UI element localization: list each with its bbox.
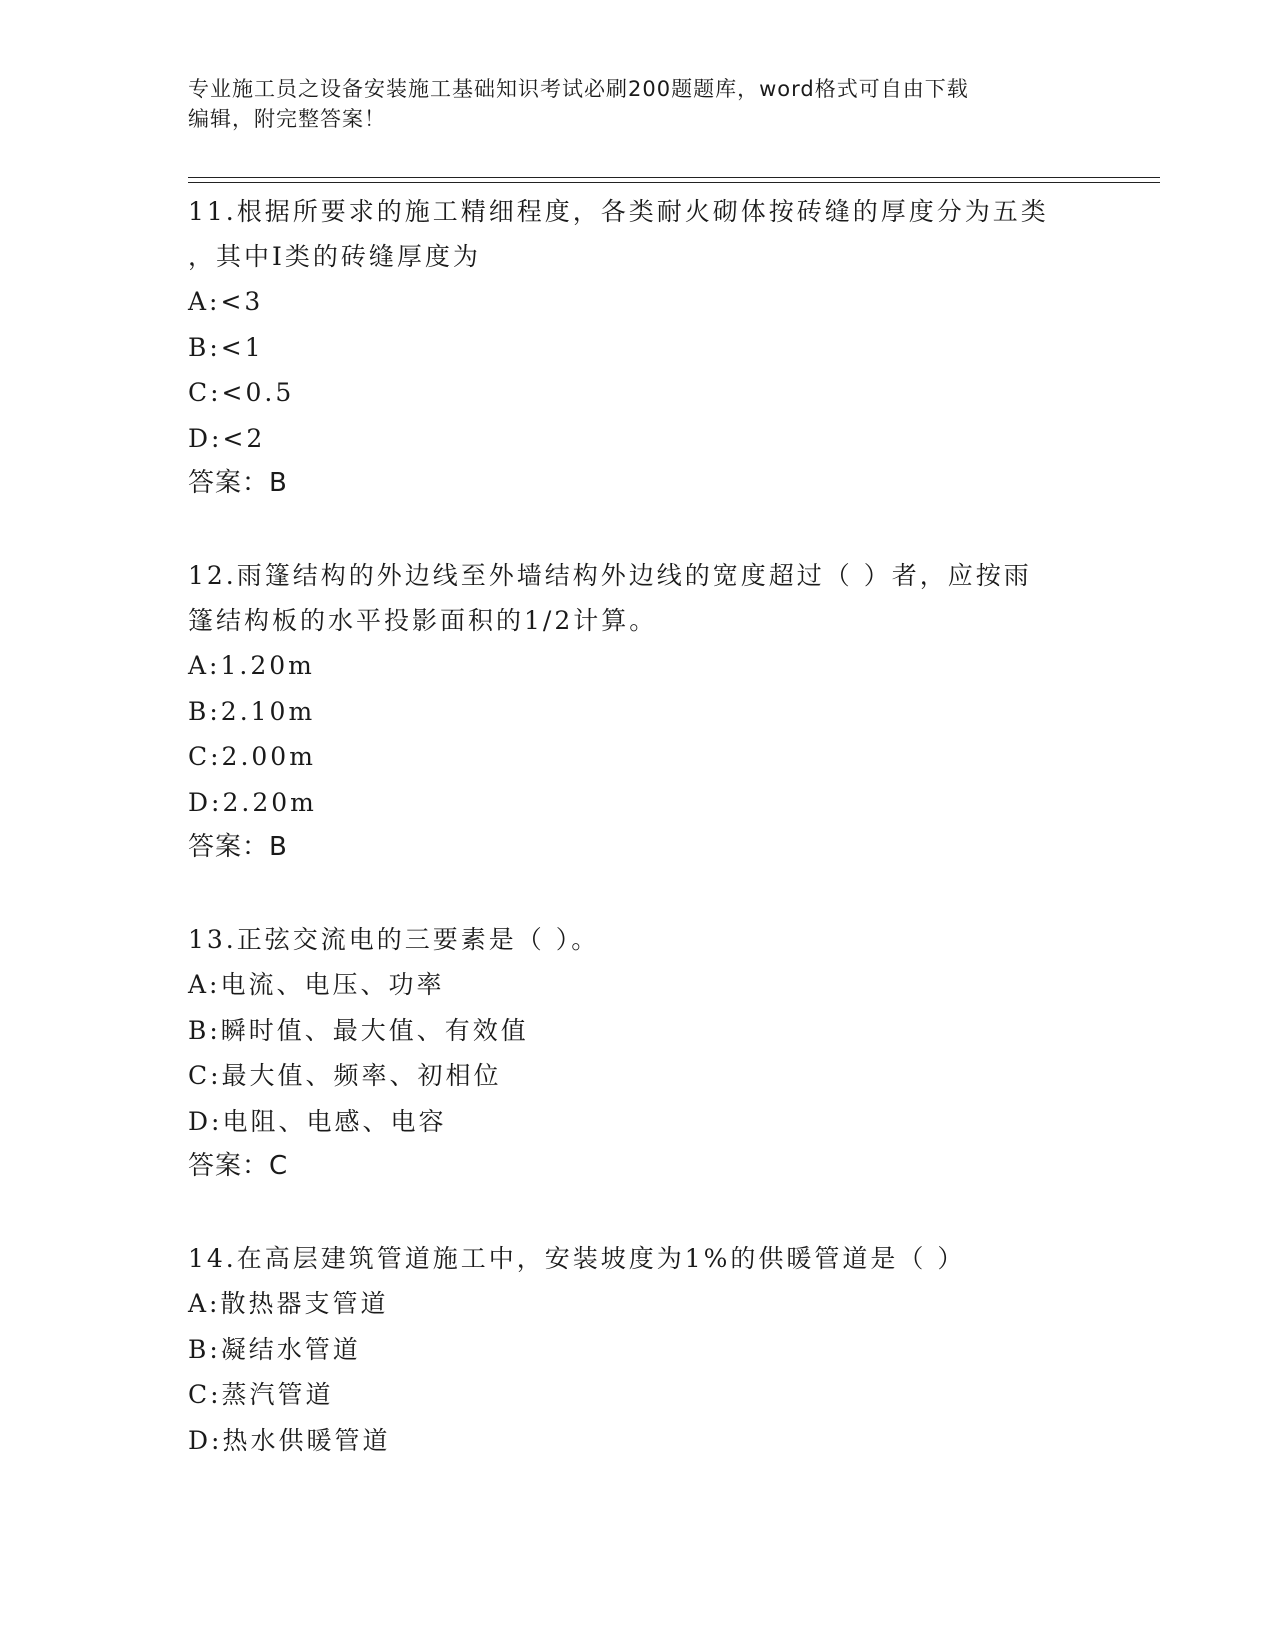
option-c: C:<0.5 (188, 378, 295, 407)
option-b: B:凝结水管道 (188, 1334, 361, 1364)
question-13 (188, 917, 1148, 1189)
header-divider-top (188, 177, 1160, 178)
option-a: A:电流、电压、功率 (188, 970, 445, 999)
option-b: B:<1 (188, 332, 264, 362)
option-d: D:热水供暖管道 (188, 1425, 391, 1455)
question-11 (188, 189, 1148, 506)
header-divider-bottom (188, 182, 1160, 183)
document-header (188, 74, 1088, 134)
question-stem-line: 11.根据所要求的施工精细程度，各类耐火砌体按砖缝的厚度分为五类 (188, 197, 1049, 226)
answer-label: 答案：B (188, 468, 288, 498)
option-a: A:1.20m (188, 651, 315, 680)
option-a: A:<3 (188, 287, 264, 316)
question-14 (188, 1236, 1148, 1463)
question-stem-line: 12.雨篷结构的外边线至外墙结构外边线的宽度超过（ ）者，应按雨 (188, 561, 1032, 590)
option-c: C:最大值、频率、初相位 (188, 1061, 502, 1090)
question-stem-line: ，其中Ⅰ类的砖缝厚度为 (188, 242, 481, 271)
question-12 (188, 553, 1148, 870)
option-c: C:2.00m (188, 742, 316, 771)
answer-label: 答案：B (188, 832, 288, 862)
header-line-1: 专业施工员之设备安装施工基础知识考试必刷200题题库，word格式可自由下载 (188, 77, 969, 101)
question-stem-line: 篷结构板的水平投影面积的1/2计算。 (188, 606, 658, 635)
question-stem-line: 14.在高层建筑管道施工中，安装坡度为1%的供暖管道是（ ） (188, 1244, 966, 1273)
option-d: D:2.20m (188, 787, 317, 817)
option-c: C:蒸汽管道 (188, 1380, 334, 1409)
option-a: A:散热器支管道 (188, 1289, 389, 1318)
question-stem-line: 13.正弦交流电的三要素是（ ）。 (188, 925, 600, 954)
answer-label: 答案：C (188, 1151, 289, 1181)
header-line-2: 编辑，附完整答案！ (188, 107, 386, 131)
option-d: D:电阻、电感、电容 (188, 1106, 447, 1136)
option-b: B:2.10m (188, 696, 316, 726)
option-b: B:瞬时值、最大值、有效值 (188, 1015, 529, 1045)
option-d: D:<2 (188, 423, 266, 453)
